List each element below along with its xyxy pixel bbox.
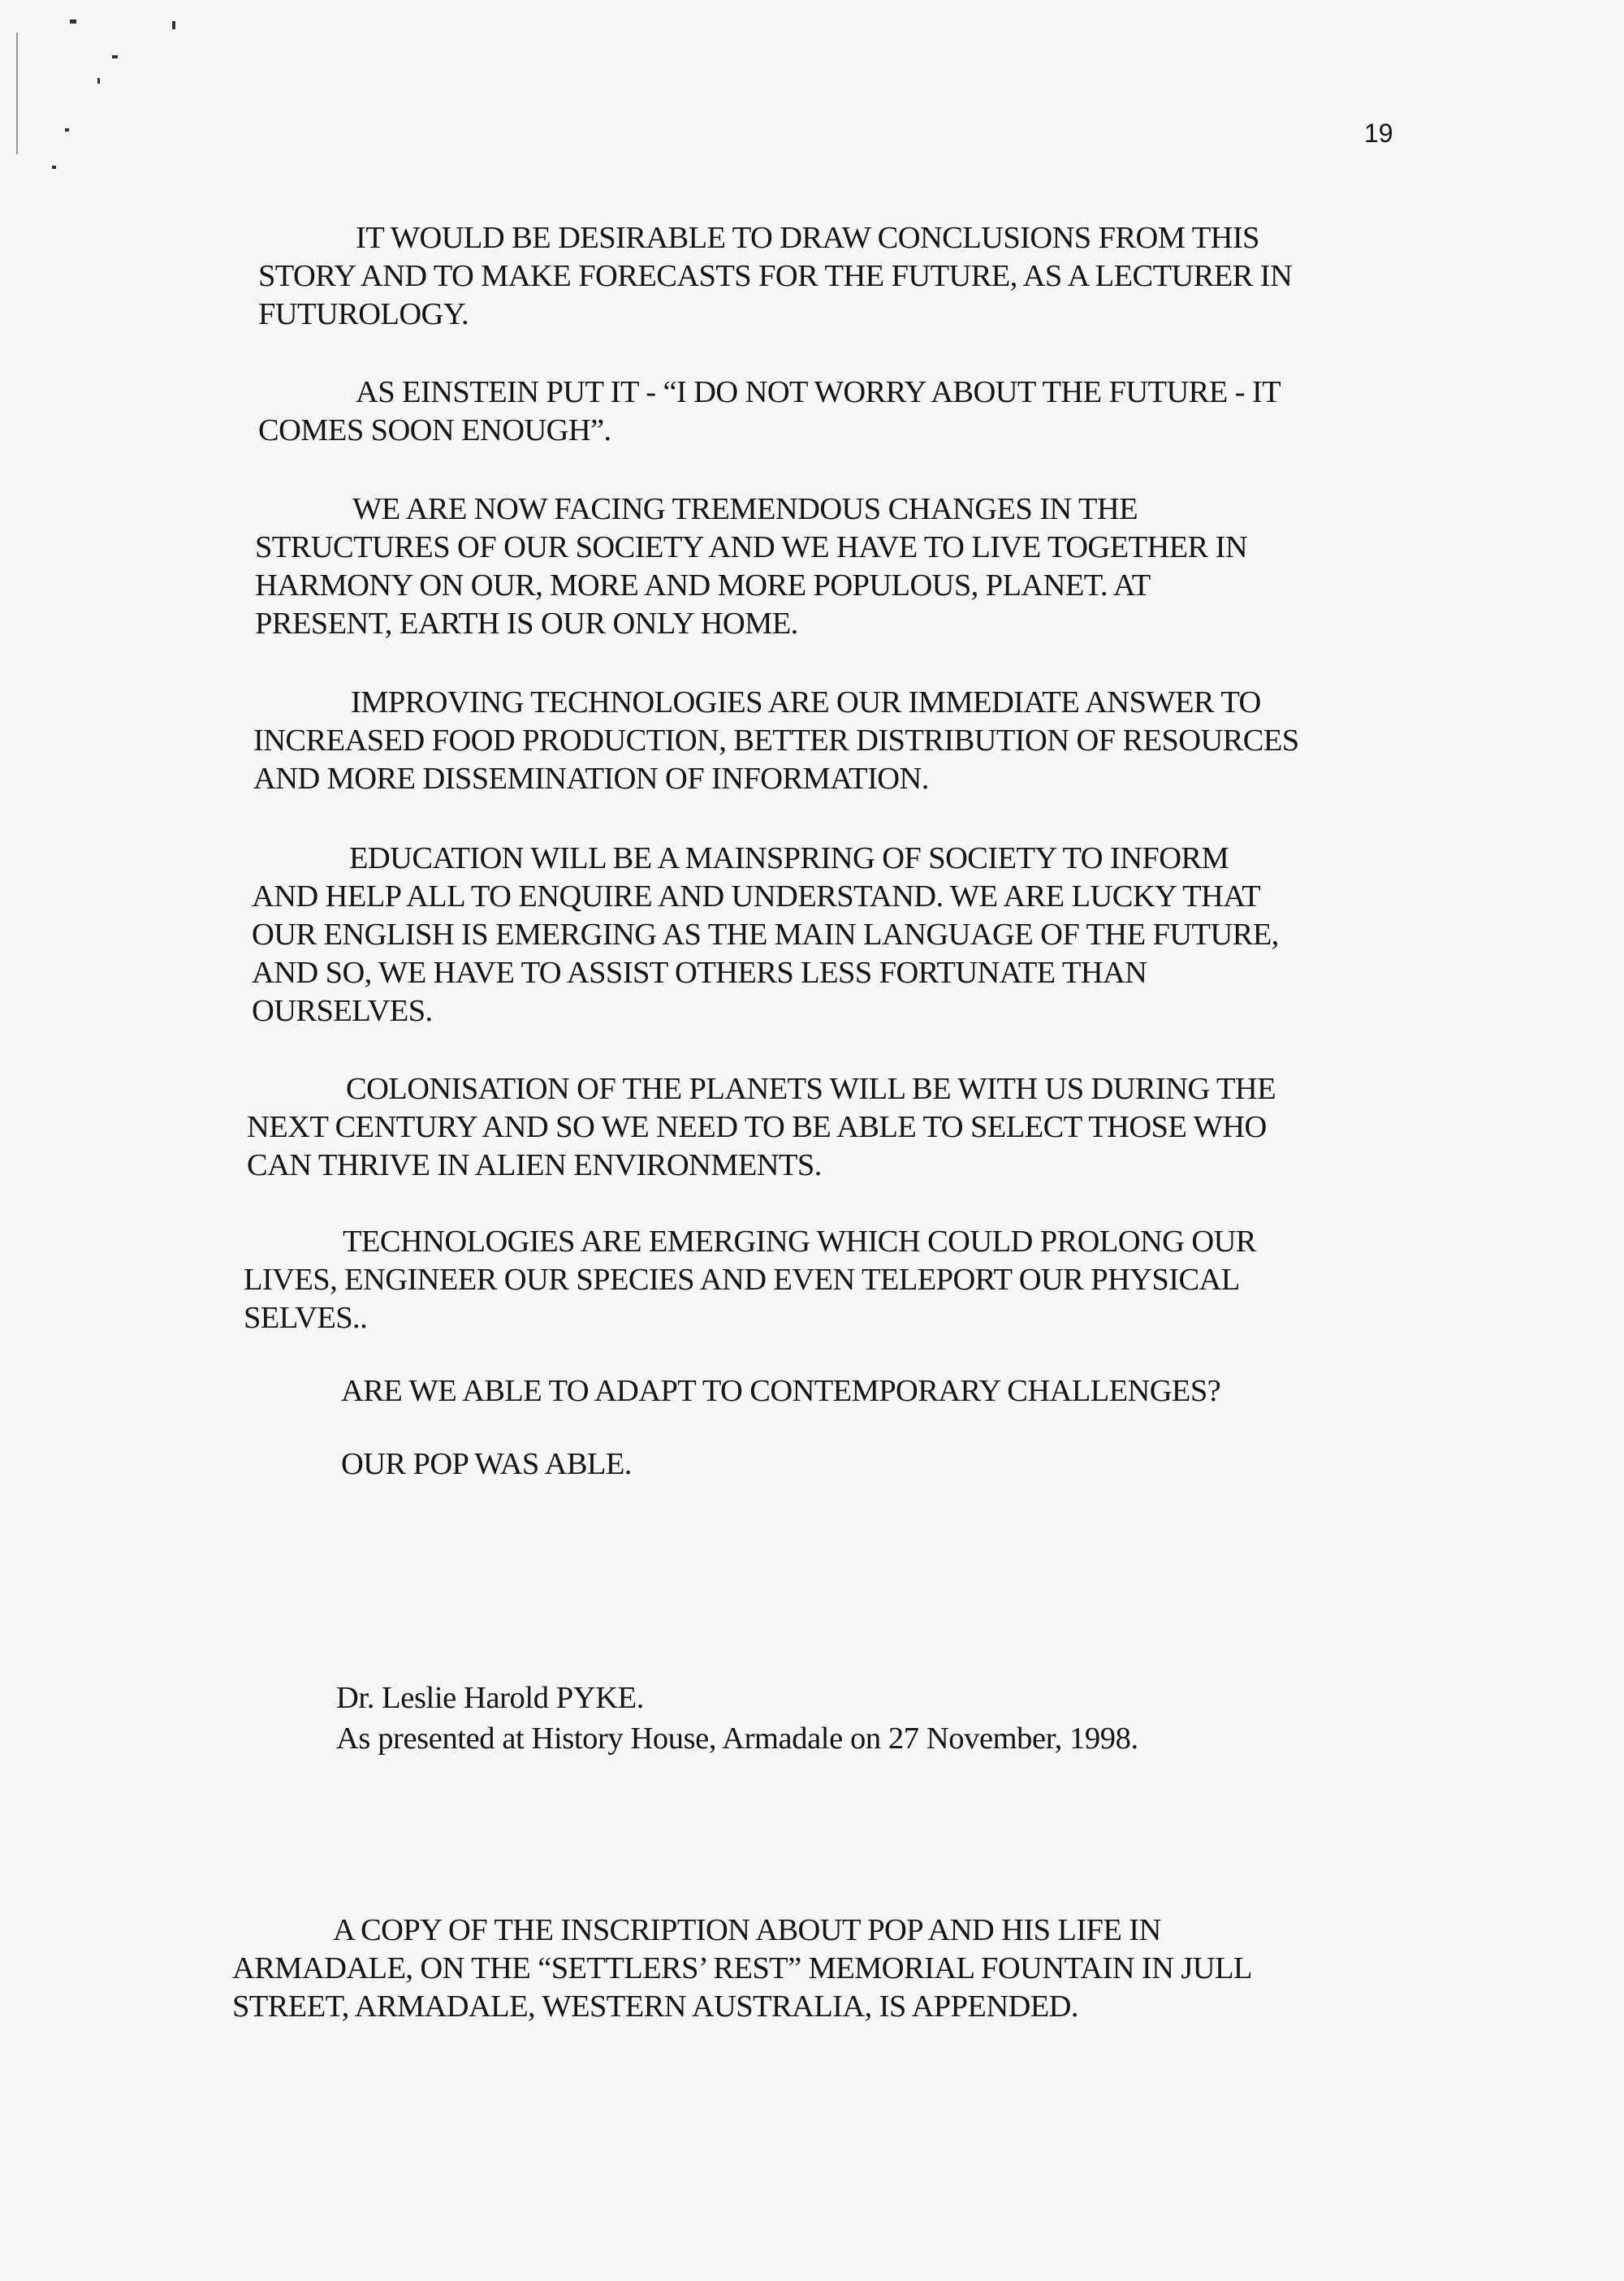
paragraph-emerging xyxy=(244,1223,1256,1337)
text-line: NEXT CENTURY AND SO WE NEED TO BE ABLE TO SELECT THOSE WHO xyxy=(247,1110,1267,1144)
scan-speck xyxy=(97,78,100,84)
paragraph-education xyxy=(252,840,1279,1030)
text-line: STRUCTURES OF OUR SOCIETY AND WE HAVE TO LIVE TOGETHER IN xyxy=(255,530,1248,564)
text-line: PRESENT, EARTH IS OUR ONLY HOME. xyxy=(255,607,798,641)
text-line: OURSELVES. xyxy=(252,994,433,1028)
text-line: WE ARE NOW FACING TREMENDOUS CHANGES IN THE xyxy=(352,492,1138,526)
paragraph-appendix xyxy=(232,1912,1252,2026)
text-line: CAN THRIVE IN ALIEN ENVIRONMENTS. xyxy=(247,1148,822,1182)
text-line: A COPY OF THE INSCRIPTION ABOUT POP AND HIS LIFE IN xyxy=(333,1913,1161,1947)
text-line: INCREASED FOOD PRODUCTION, BETTER DISTRIBUTION OF RESOURCES xyxy=(253,724,1299,758)
text-line: EDUCATION WILL BE A MAINSPRING OF SOCIETY TO INFORM xyxy=(349,841,1229,875)
text-line: SELVES.. xyxy=(244,1301,368,1335)
text-line: FUTUROLOGY. xyxy=(258,297,469,331)
page-number: 19 xyxy=(1364,119,1393,148)
text-line: AS EINSTEIN PUT IT - “I DO NOT WORRY ABOUT THE FUTURE - IT xyxy=(356,375,1281,409)
text-line: ARE WE ABLE TO ADAPT TO CONTEMPORARY CHALLENGES? xyxy=(341,1374,1221,1408)
text-line: AND HELP ALL TO ENQUIRE AND UNDERSTAND. WE ARE LUCKY THAT xyxy=(252,879,1261,914)
author-name: Dr. Leslie Harold PYKE. xyxy=(336,1681,644,1715)
text-line: LIVES, ENGINEER OUR SPECIES AND EVEN TELEPORT OUR PHYSICAL xyxy=(244,1263,1240,1297)
text-line: COMES SOON ENOUGH”. xyxy=(258,413,611,447)
text-line: TECHNOLOGIES ARE EMERGING WHICH COULD PROLONG OUR xyxy=(343,1225,1256,1259)
paragraph-conclusions xyxy=(258,219,1292,334)
text-line: STORY AND TO MAKE FORECASTS FOR THE FUTURE, AS A LECTURER IN xyxy=(258,259,1293,293)
paragraph-changes xyxy=(255,490,1247,643)
text-line: IMPROVING TECHNOLOGIES ARE OUR IMMEDIATE ANSWER TO xyxy=(351,685,1261,719)
scan-speck xyxy=(112,55,118,58)
text-line: OUR POP WAS ABLE. xyxy=(341,1447,632,1481)
paragraph-einstein xyxy=(258,374,1281,450)
text-line: STREET, ARMADALE, WESTERN AUSTRALIA, IS APPENDED. xyxy=(232,1989,1078,2024)
text-line: OUR ENGLISH IS EMERGING AS THE MAIN LANGUAGE OF THE FUTURE, xyxy=(252,918,1279,952)
scan-speck xyxy=(65,128,69,132)
scan-speck xyxy=(70,19,76,24)
paragraph-technologies xyxy=(253,684,1299,798)
presentation-note: As presented at History House, Armadale on 27 November, 1998. xyxy=(336,1722,1138,1756)
scan-speck xyxy=(172,21,175,29)
paragraph-pop-able xyxy=(341,1445,632,1484)
paragraph-colonisation xyxy=(247,1070,1276,1185)
paragraph-question xyxy=(341,1372,1220,1411)
text-line: ARMADALE, ON THE “SETTLERS’ REST” MEMORIAL FOUNTAIN IN JULL xyxy=(232,1951,1252,1985)
text-line: AND SO, WE HAVE TO ASSIST OTHERS LESS FORTUNATE THAN xyxy=(252,956,1147,990)
signature-block xyxy=(336,1678,1138,1759)
text-line: COLONISATION OF THE PLANETS WILL BE WITH US DURING THE xyxy=(346,1072,1276,1106)
text-line: HARMONY ON OUR, MORE AND MORE POPULOUS, PLANET. AT xyxy=(255,568,1151,603)
scan-edge-line xyxy=(16,32,18,154)
scan-speck xyxy=(52,166,56,169)
text-line: IT WOULD BE DESIRABLE TO DRAW CONCLUSIONS FROM THIS xyxy=(356,221,1259,255)
text-line: AND MORE DISSEMINATION OF INFORMATION. xyxy=(253,762,929,796)
